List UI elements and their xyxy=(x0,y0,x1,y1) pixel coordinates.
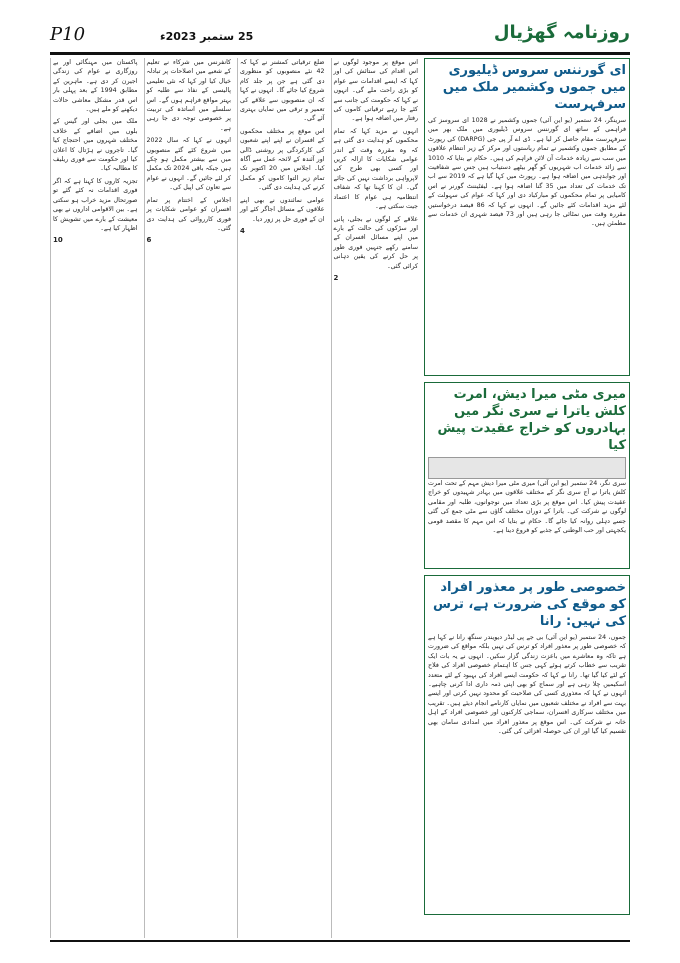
continuation-number: 6 xyxy=(146,236,152,245)
column-paragraph: علاقے کے لوگوں نے بجلی، پانی اور سڑکوں کی حالت کے بارے میں اپنے مسائل افسران کے سامنے رکھے جنہیں فوری طور پر حل کرنے کی یقین دہانی کرائی گئی۔ xyxy=(333,215,418,270)
newspaper-name: روزنامہ گھڑیال xyxy=(493,22,630,43)
continuation-number: 2 xyxy=(333,273,339,282)
story-headline: ای گورننس سروس ڈیلیوری میں جموں وکشمیر ملک میں سرفہرست xyxy=(442,63,626,112)
continuation-number: 4 xyxy=(240,226,245,235)
news-columns xyxy=(50,58,420,938)
masthead xyxy=(50,22,630,52)
column-paragraph: انہوں نے مزید کہا کہ تمام محکموں کو ہدایت دی گئی ہے کہ وہ مقررہ وقت کے اندر عوامی شکایات کا ازالہ کریں اور کسی بھی طرح کی لاپرواہی برداشت نہیں کی جائے گی۔ ان کا کہنا تھا کہ شفاف انتظامیہ ہی عوام کا اعتماد جیت سکتی ہے۔ xyxy=(333,127,418,211)
column-paragraph: عوامی نمائندوں نے بھی اپنے علاقوں کے مسائل اجاگر کئے اور ان کے فوری حل پر زور دیا۔ xyxy=(240,196,325,223)
column-paragraph: پاکستان میں مہنگائی اور بے روزگاری نے عوام کی زندگی اجیرن کر دی ہے۔ ماہرین کے مطابق 1994 کے بعد پہلی بار اس قدر مشکل معاشی حالات دیکھنے کو ملے ہیں۔ xyxy=(53,59,138,114)
column-paragraph: ضلع ترقیاتی کمشنر نے کہا کہ 42 نئے منصوبوں کو منظوری دی گئی ہے جن پر جلد کام شروع کیا جائے گا۔ انہوں نے کہا کہ ان منصوبوں سے علاقے کی تعمیر و ترقی میں نمایاں بہتری آئے گی۔ xyxy=(240,59,325,123)
news-column xyxy=(237,58,327,938)
story-headline: خصوصی طور پر معذور افراد کو موقع کی ضرورت ہے، ترس کی نہیں: رانا xyxy=(432,580,626,629)
lead-story-egovernance xyxy=(424,58,630,376)
column-paragraph: تجزیہ کاروں کا کہنا ہے کہ اگر فوری اقدامات نہ کئے گئے تو صورتحال مزید خراب ہو سکتی ہے۔ بین الاقوامی اداروں نے بھی معیشت کے بارے میں تشویش کا اظہار کیا ہے۔ xyxy=(53,177,138,232)
column-paragraph: انہوں نے کہا کہ سال 2022 میں شروع کئے گئے منصوبوں میں سے بیشتر مکمل ہو چکے ہیں جبکہ باقی 2024 تک مکمل کر لئے جائیں گے۔ انہوں نے عوام سے تعاون کی اپیل کی۔ xyxy=(146,137,232,192)
story-photo xyxy=(428,457,626,479)
page-number: P10 xyxy=(50,24,86,45)
news-column xyxy=(331,58,421,938)
column-paragraph: اس موقع پر موجود لوگوں نے اس اقدام کی ستائش کی اور کہا کہ ایسے اقدامات سے عوام کو بڑی راحت ملے گی۔ انہوں نے کہا کہ حکومت کی جانب سے کئے جا رہے ترقیاتی کاموں کی رفتار میں اضافہ ہوا ہے۔ xyxy=(333,59,418,123)
lead-story-rana xyxy=(424,575,630,915)
story-body: سری نگر، 24 ستمبر (یو این آئی) میری مٹی میرا دیش مہم کے تحت امرت کلش یاترا نے آج سری نگر کے مختلف علاقوں میں بہادر شہیدوں کو خراج عقیدت پیش کیا۔ اس موقع پر بڑی تعداد میں نوجوانوں، طلبہ اور مقامی لوگوں نے شرکت کی۔ یاترا کے دوران مختلف گاؤں سے مٹی جمع کی گئی جسے دہلی روانہ کیا جائے گا۔ حکام نے بتایا کہ اس مہم کا مقصد قومی یکجہتی اور حب الوطنی کے جذبے کو فروغ دینا ہے۔ xyxy=(428,480,626,535)
column-paragraph: ملک میں بجلی اور گیس کے بلوں میں اضافے کے خلاف مختلف شہروں میں احتجاج کیا گیا۔ تاجروں نے ہڑتال کا اعلان کیا اور حکومت سے فوری ریلیف کا مطالبہ کیا۔ xyxy=(53,118,138,173)
lead-stories-panel xyxy=(424,58,630,938)
footer-rule xyxy=(50,940,630,942)
story-body: جموں، 24 ستمبر (یو این آئی) بی جے پی لیڈر دیویندر سنگھ رانا نے کہا ہے کہ خصوصی طور پر معذور افراد کو ترس کی نہیں بلکہ مواقع کی ضرورت ہے تاکہ وہ معاشرے میں باعزت زندگی گزار سکیں۔ انہوں نے یہ بات ایک تقریب سے خطاب کرتے ہوئے کہی جس کا اہتمام خصوصی افراد کی فلاح کے لئے کیا گیا تھا۔ رانا نے کہا کہ حکومت ایسے افراد کی بہبود کے لئے متعدد اسکیمیں چلا رہی ہے اور سماج کو بھی اپنی ذمہ داری ادا کرنی چاہیے۔ انہوں نے کہا کہ معذوری کسی کی صلاحیت کو محدود نہیں کرتی اور ایسے بہت سے افراد نے مختلف شعبوں میں نمایاں کارنامے انجام دیئے ہیں۔ تقریب میں مختلف سرکاری افسران، سماجی کارکنوں اور خصوصی افراد کے اہل خانہ نے شرکت کی۔ اس موقع پر معذور افراد میں امدادی سامان بھی تقسیم کیا گیا اور ان کی حوصلہ افزائی کی گئی۔ xyxy=(428,634,626,736)
column-paragraph: اس موقع پر مختلف محکموں کے افسران نے اپنے اپنے شعبوں کی کارکردگی پر روشنی ڈالی اور آئندہ کے لائحہ عمل سے آگاہ کیا۔ اجلاس میں 20 اکتوبر تک تمام زیر التوا کاموں کو مکمل کرنے کی ہدایت دی گئی۔ xyxy=(240,127,325,192)
news-column xyxy=(144,58,234,938)
issue-date: 25 ستمبر 2023ء xyxy=(160,30,254,43)
story-headline: میری مٹی میرا دیش، امرت کلش یاترا نے سری نگر میں بہادروں کو خراج عقیدت پیش کیا xyxy=(437,387,626,453)
column-paragraph: کانفرنس میں شرکاء نے تعلیم کے شعبے میں اصلاحات پر تبادلہ خیال کیا اور کہا کہ نئی تعلیمی پالیسی کے نفاذ سے طلبہ کو بہتر مواقع فراہم ہوں گے۔ اس سلسلے میں اساتذہ کی تربیت پر خصوصی توجہ دی جا رہی ہے۔ xyxy=(146,59,231,132)
continuation-number: 10 xyxy=(53,236,63,245)
masthead-rule xyxy=(50,52,630,55)
lead-story-amrit-kalash xyxy=(424,382,630,569)
news-column xyxy=(50,58,140,938)
story-body: سرینگر، 24 ستمبر (یو این آئی) جموں وکشمیر نے 1028 ای سروسز کی فراہمی کے ساتھ ای گورننس سروس ڈیلیوری میں ملک بھر میں سرفہرست مقام حاصل کر لیا ہے۔ ڈی اے آر پی جی (DARPG) کی رپورٹ کے مطابق جموں وکشمیر نے تمام ریاستوں اور مرکز کے زیر انتظام علاقوں میں سب سے زیادہ خدمات آن لائن فراہم کی ہیں۔ حکام نے بتایا کہ 1010 سے زائد خدمات اب شہریوں کو گھر بیٹھے دستیاب ہیں جس سے شفافیت اور جوابدہی میں اضافہ ہوا ہے۔ رپورٹ میں کہا گیا ہے کہ 2019 سے اب تک خدمات کی تعداد میں 35 گنا اضافہ ہوا ہے۔ لیفٹیننٹ گورنر نے اس کامیابی پر تمام محکموں کو مبارکباد دی اور کہا کہ عوام کی سہولت کے لئے مزید اقدامات کئے جائیں گے۔ انہوں نے کہا کہ 86 فیصد درخواستیں مقررہ وقت میں نمٹائی جا رہی ہیں اور 73 فیصد شہری ان خدمات سے مطمئن ہیں۔ xyxy=(428,117,626,228)
column-paragraph: اجلاس کے اختتام پر تمام افسران کو عوامی شکایات پر فوری کارروائی کی ہدایت دی گئی۔ xyxy=(146,196,231,232)
